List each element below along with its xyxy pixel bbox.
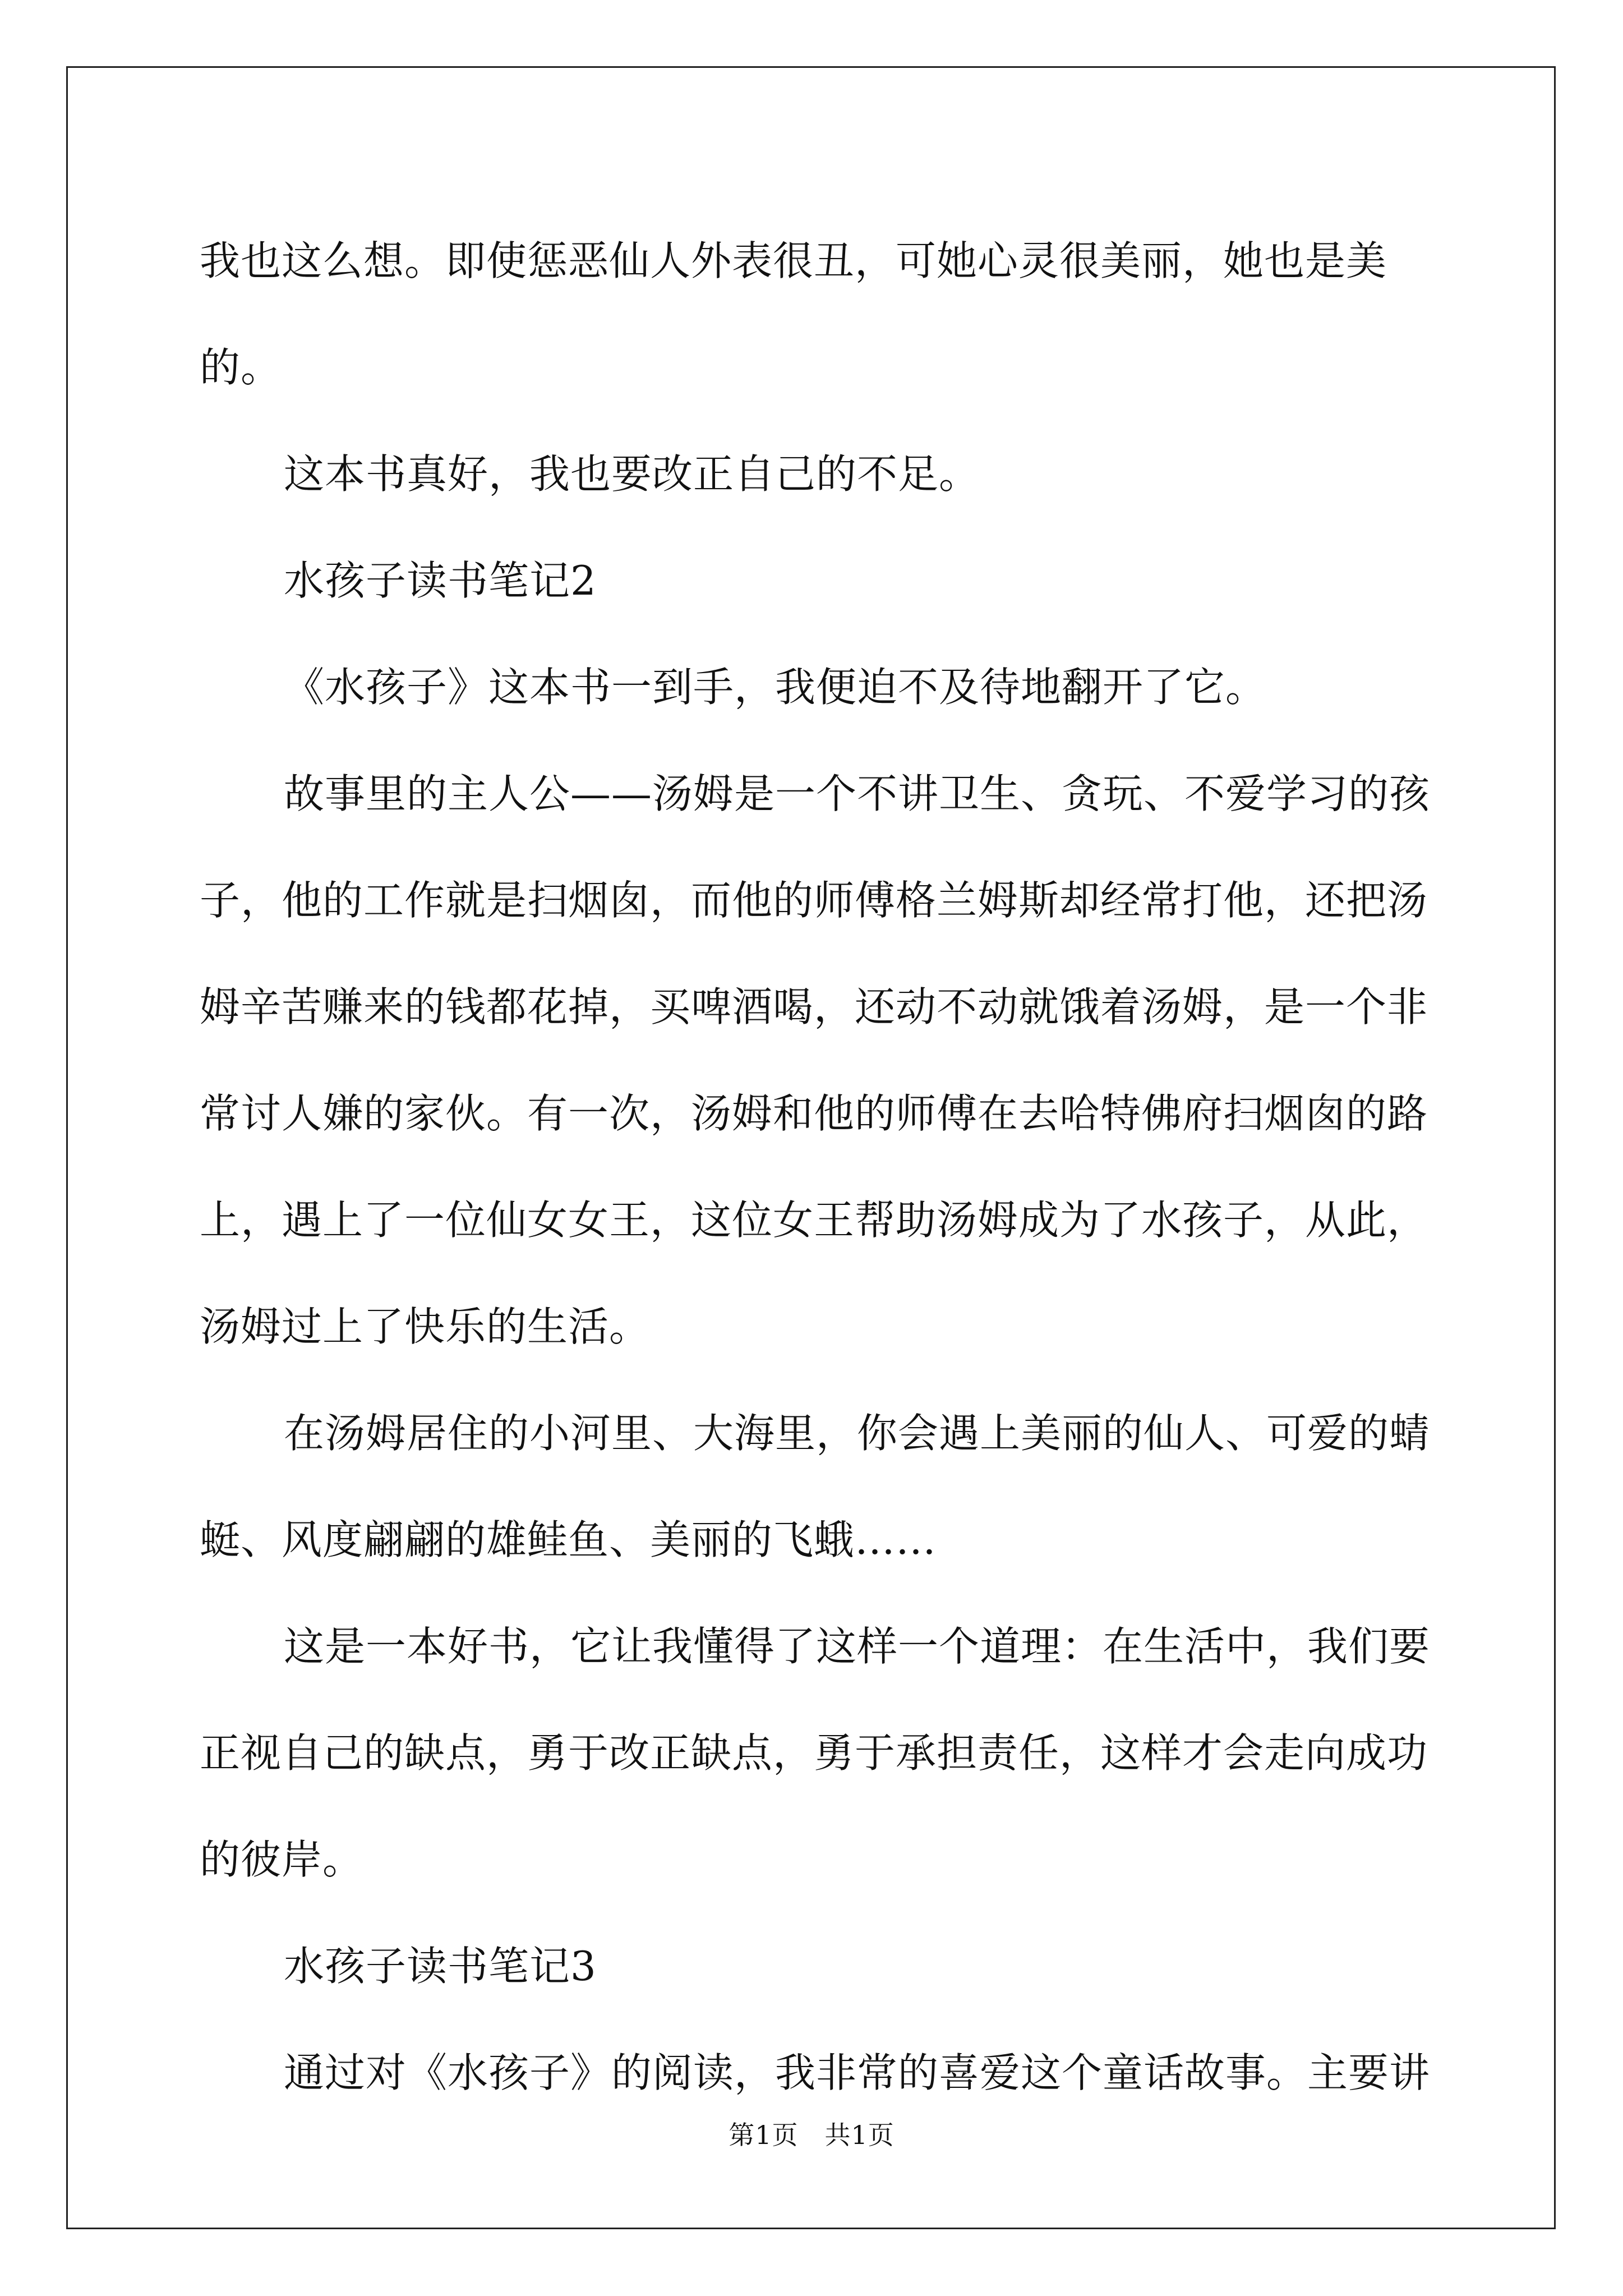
paragraph-6: 这是一本好书，它让我懂得了这样一个道理：在生活中，我们要正视自己的缺点，勇于改正缺点，勇于承担责任，这样才会走向成功的彼岸。 (200, 1623, 1431, 1883)
section-heading-3: 水孩子读书笔记3 (284, 1943, 597, 1990)
paragraph-3: 《水孩子》这本书一到手，我便迫不及待地翻开了它。 (284, 664, 1267, 711)
paragraph-7: 通过对《水孩子》的阅读，我非常的喜爱这个童话故事。主要讲 (284, 2049, 1431, 2096)
page-footer: 第1页 共1页 (728, 2120, 895, 2150)
section-heading-2: 水孩子读书笔记2 (284, 557, 597, 604)
paragraph-2: 这本书真好，我也要改正自己的不足。 (284, 450, 980, 498)
paragraph-4: 故事里的主人公——汤姆是一个不讲卫生、贪玩、不爱学习的孩子，他的工作就是扫烟囱，而他的师傅格兰姆斯却经常打他，还把汤姆辛苦赚来的钱都花掉，买啤酒喝，还动不动就饿着汤姆，是一个非常讨人嫌的家伙。有一次，汤姆和他的师傅在去哈特佛府扫烟囱的路上，遇上了一位仙女女王，这位女王帮助汤姆成为了水孩子，从此，汤姆过上了快乐的生活。 (200, 770, 1431, 1350)
paragraph-5: 在汤姆居住的小河里、大海里，你会遇上美丽的仙人、可爱的蜻蜓、风度翩翩的雄鲑鱼、美丽的飞蛾…… (200, 1410, 1431, 1563)
paragraph-1: 我也这么想。即使惩恶仙人外表很丑，可她心灵很美丽，她也是美的。 (200, 237, 1387, 391)
document-body (200, 208, 1433, 2126)
